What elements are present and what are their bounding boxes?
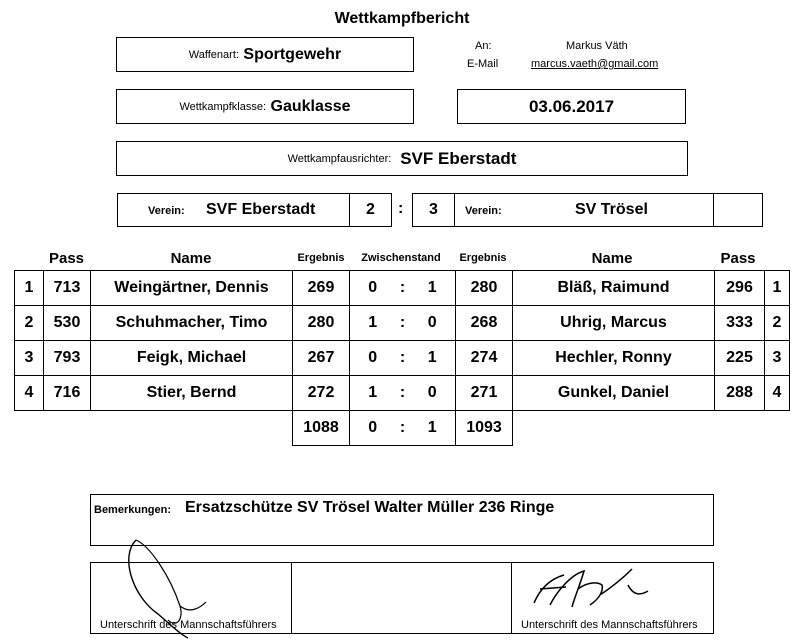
header-ergebnis-right: Ergebnis: [459, 252, 507, 264]
bemerkungen-value: Ersatzschütze SV Trösel Walter Müller 236 Ringe: [185, 499, 555, 516]
an-value: Markus Väth: [566, 40, 628, 52]
row-zwischen-colon: :: [396, 376, 410, 411]
row-ergebnis-left: 272: [293, 376, 350, 411]
table-row: [15, 341, 790, 376]
row-name-right: Bläß, Raimund: [513, 271, 715, 306]
home-score: 2: [366, 201, 375, 218]
row-name-right: Hechler, Ronny: [513, 341, 715, 376]
row-pass-right: 333: [715, 306, 765, 341]
total-left: 1088: [293, 411, 350, 446]
row-name-left: Schuhmacher, Timo: [91, 306, 293, 341]
row-ergebnis-right: 280: [456, 271, 513, 306]
row-zwischen-left: 0: [350, 341, 396, 376]
home-verein-label: Verein:: [148, 205, 185, 217]
results-table: [14, 270, 790, 411]
row-zwischen-colon: :: [396, 271, 410, 306]
row-zwischen-colon: :: [396, 341, 410, 376]
row-name-left: Weingärtner, Dennis: [91, 271, 293, 306]
row-pass-left: 716: [44, 376, 91, 411]
row-name-left: Feigk, Michael: [91, 341, 293, 376]
away-verein-label: Verein:: [465, 205, 502, 217]
signature-left-scribble: [110, 536, 220, 640]
header-pass-left: Pass: [48, 250, 85, 267]
row-zwischen-right: 0: [410, 306, 456, 341]
wettkampfklasse-value: Gauklasse: [270, 97, 351, 115]
table-row: [15, 376, 790, 411]
away-score: 3: [429, 201, 438, 218]
wettkampfklasse-box: [116, 89, 414, 124]
row-pass-right: 296: [715, 271, 765, 306]
row-zwischen-colon: :: [396, 306, 410, 341]
empty-box: [713, 193, 763, 227]
row-nr-left: 4: [15, 376, 44, 411]
date-value: 03.06.2017: [528, 96, 615, 116]
row-ergebnis-left: 269: [293, 271, 350, 306]
row-nr-right: 1: [765, 271, 790, 306]
away-team-name: SV Trösel: [575, 201, 648, 218]
row-nr-right: 3: [765, 341, 790, 376]
row-ergebnis-left: 267: [293, 341, 350, 376]
ausrichter-label: Wettkampfausrichter:: [287, 152, 392, 165]
header-name-left: Name: [170, 250, 212, 267]
row-zwischen-left: 1: [350, 376, 396, 411]
table-row: [15, 306, 790, 341]
signature-right-scribble: [520, 565, 670, 615]
header-ergebnis-left: Ergebnis: [297, 252, 345, 264]
row-pass-right: 288: [715, 376, 765, 411]
waffenart-value: Sportgewehr: [243, 45, 342, 63]
signature-middle-box: [291, 562, 512, 634]
table-row: [15, 271, 790, 306]
totals-table: [292, 410, 513, 446]
date-box: [457, 89, 686, 124]
row-zwischen-left: 1: [350, 306, 396, 341]
row-name-right: Uhrig, Marcus: [513, 306, 715, 341]
row-nr-left: 3: [15, 341, 44, 376]
row-zwischen-right: 1: [410, 341, 456, 376]
ausrichter-box: [116, 141, 688, 176]
row-ergebnis-left: 280: [293, 306, 350, 341]
row-zwischen-right: 1: [410, 271, 456, 306]
waffenart-box: [116, 37, 414, 72]
row-pass-left: 793: [44, 341, 91, 376]
header-zwischenstand: Zwischenstand: [361, 252, 441, 264]
row-ergebnis-right: 274: [456, 341, 513, 376]
email-value[interactable]: marcus.vaeth@gmail.com: [531, 58, 659, 70]
away-score-box: [412, 193, 455, 227]
row-zwischen-left: 0: [350, 271, 396, 306]
row-nr-left: 1: [15, 271, 44, 306]
wettkampfklasse-label: Wettkampfklasse:: [179, 100, 267, 113]
total-right: 1093: [456, 411, 513, 446]
home-team-box: [117, 193, 350, 227]
row-nr-right: 4: [765, 376, 790, 411]
row-pass-left: 713: [44, 271, 91, 306]
row-nr-right: 2: [765, 306, 790, 341]
total-zr: 1: [410, 411, 456, 446]
score-colon: :: [398, 200, 404, 217]
row-pass-right: 225: [715, 341, 765, 376]
row-ergebnis-right: 271: [456, 376, 513, 411]
total-colon: :: [396, 411, 410, 446]
ausrichter-value: SVF Eberstadt: [400, 148, 517, 168]
away-team-box: [454, 193, 714, 227]
signature-left-label: Unterschrift des Mannschaftsführers: [100, 619, 277, 631]
row-zwischen-right: 0: [410, 376, 456, 411]
total-zl: 0: [350, 411, 396, 446]
header-pass-right: Pass: [720, 250, 756, 267]
row-pass-left: 530: [44, 306, 91, 341]
an-label: An:: [475, 40, 492, 52]
signature-right-label: Unterschrift des Mannschaftsführers: [521, 619, 698, 631]
waffenart-label: Waffenart:: [188, 48, 239, 61]
row-nr-left: 2: [15, 306, 44, 341]
row-name-right: Gunkel, Daniel: [513, 376, 715, 411]
row-name-left: Stier, Bernd: [91, 376, 293, 411]
bemerkungen-label: Bemerkungen:: [94, 504, 172, 516]
email-label: E-Mail: [467, 58, 499, 70]
home-score-box: [349, 193, 392, 227]
row-ergebnis-right: 268: [456, 306, 513, 341]
page-title: Wettkampfbericht: [334, 10, 470, 27]
home-team-name: SVF Eberstadt: [206, 201, 316, 218]
header-name-right: Name: [591, 250, 633, 267]
